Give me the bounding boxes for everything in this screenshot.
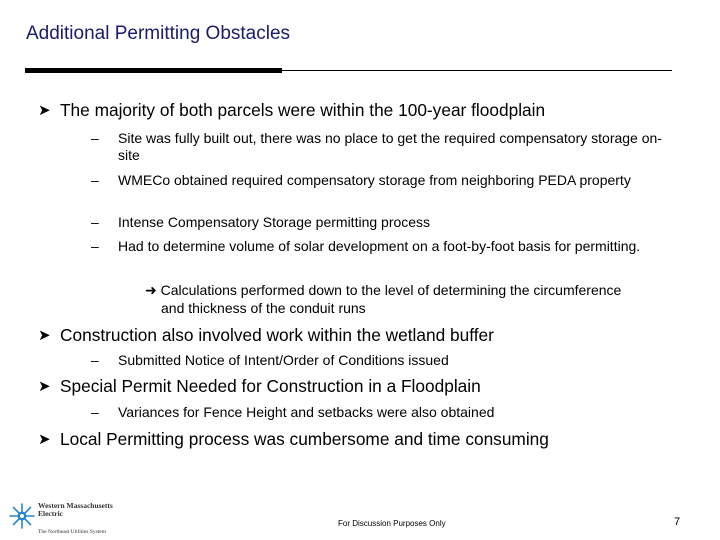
bullet-main: [38, 100, 546, 121]
bullet-sub: [91, 130, 678, 164]
dash-bullet-icon: –: [91, 172, 99, 188]
arrow-bullet-icon: ➤: [38, 102, 51, 119]
utility-logo-icon: [8, 502, 36, 530]
bullet-sub-text: Variances for Fence Height and setbacks were also obtained: [118, 404, 495, 420]
bullet-text: Local Permitting process was cumbersome and time consuming: [60, 429, 549, 449]
arrow-bullet-icon: ➤: [38, 327, 51, 344]
bullet-main: [38, 325, 494, 346]
arrow-bullet-icon: ➤: [38, 378, 51, 395]
bullet-subsub-text: Calculations performed down to the level of determining the circumference and thickness of the conduit runs: [160, 282, 622, 316]
bullet-subsub: [145, 281, 625, 317]
page-number: 7: [674, 516, 681, 528]
bullet-text: Construction also involved work within the wetland buffer: [60, 325, 494, 345]
footer-note: For Discussion Purposes Only: [338, 519, 446, 528]
bullet-sub: [91, 404, 678, 421]
title-rule-thin: [282, 70, 672, 71]
dash-bullet-icon: –: [91, 352, 99, 368]
dash-bullet-icon: –: [91, 238, 99, 254]
title-rule-thick: [25, 68, 282, 73]
bullet-sub-text: Had to determine volume of solar development on a foot-by-foot basis for permitting.: [118, 238, 641, 254]
slide-title: Additional Permitting Obstacles: [26, 23, 291, 44]
logo-tagline: The Northeast Utilities System: [38, 529, 106, 535]
company-logo: [8, 500, 148, 540]
bullet-sub: [91, 214, 678, 231]
bullet-sub-text: Site was fully built out, there was no place to get the required compensatory storage on-site: [118, 130, 662, 163]
bullet-main: [38, 376, 481, 397]
dash-bullet-icon: –: [91, 404, 99, 420]
bullet-text: The majority of both parcels were within the 100-year floodplain: [60, 100, 546, 120]
bullet-sub: [91, 238, 658, 255]
bullet-sub: [91, 352, 678, 369]
bullet-main: [38, 429, 549, 450]
bullet-text: Special Permit Needed for Construction in a Floodplain: [60, 376, 481, 396]
bullet-sub-text: Submitted Notice of Intent/Order of Conditions issued: [118, 352, 449, 368]
logo-company-name: Western Massachusetts Electric: [38, 501, 113, 518]
dash-bullet-icon: –: [91, 214, 99, 230]
bullet-sub-text: WMECo obtained required compensatory storage from neighboring PEDA property: [118, 172, 631, 188]
arrow-bullet-icon: ➤: [38, 431, 51, 448]
dash-bullet-icon: –: [91, 130, 99, 146]
bullet-sub: [91, 172, 678, 189]
bullet-sub-text: Intense Compensatory Storage permitting process: [118, 214, 431, 230]
right-arrow-icon: ➜: [145, 282, 161, 298]
